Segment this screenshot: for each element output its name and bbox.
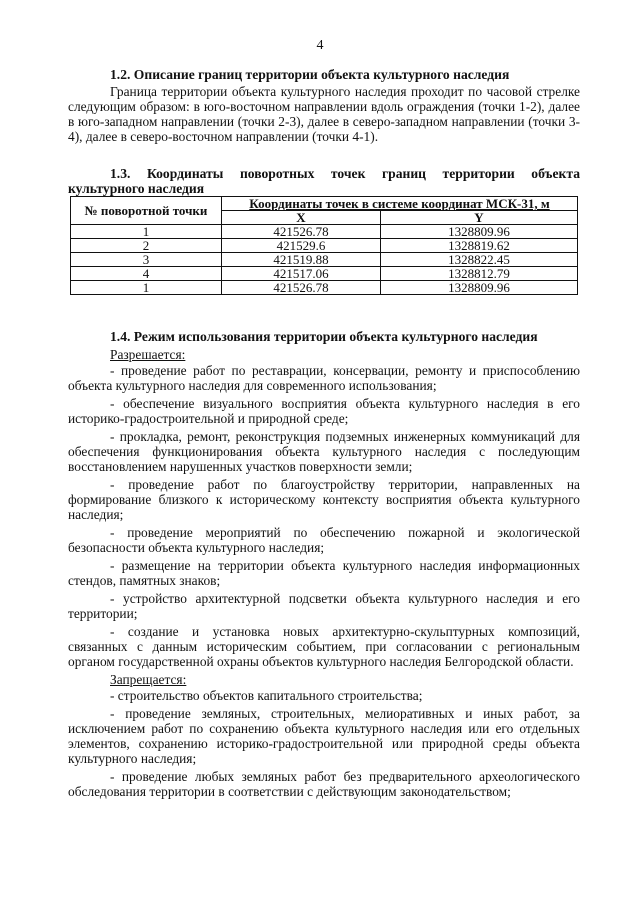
cell-x: 421519.88: [222, 253, 381, 267]
cell-y: 1328822.45: [381, 253, 578, 267]
forbidden-item: - строительство объектов капитального строительства;: [110, 688, 423, 703]
forbidden-item: - проведение земляных, строительных, мелиоративных и иных работ, за исключением работ по сохранению объекта культурного наследия или его отдельных элементов, сохранению историко-градостроительной или природной среды объекта культурного наследия;: [68, 706, 580, 766]
table-header-x: X: [222, 211, 381, 225]
table-row: [71, 225, 578, 239]
allowed-item: - проведение мероприятий по обеспечению пожарной и экологической безопасности объекта культурного наследия;: [68, 525, 580, 555]
cell-point: 1: [71, 281, 222, 295]
allowed-label: Разрешается:: [110, 347, 186, 362]
page-number: 4: [316, 38, 324, 53]
section-1-2-title: 1.2. Описание границ территории объекта культурного наследия: [110, 67, 510, 82]
cell-x: 421526.78: [222, 225, 381, 239]
cell-x: 421517.06: [222, 267, 381, 281]
allowed-item: - проведение работ по благоустройству территории, направленных на формирование близкого к историческому контексту восприятия объекта культурного наследия;: [68, 477, 580, 522]
section-1-4-title: 1.4. Режим использования территории объекта культурного наследия: [110, 329, 538, 344]
table-row: [71, 239, 578, 253]
allowed-item: - создание и установка новых архитектурно-скульптурных композиций, связанных с данным историческим событием, при согласовании с региональным органом государственной охраны объектов культурного наследия Белгородской области.: [68, 624, 580, 669]
table-row: [71, 267, 578, 281]
allowed-item: - обеспечение визуального восприятия объекта культурного наследия в его историко-градостроительной и природной среде;: [68, 396, 580, 426]
cell-point: 2: [71, 239, 222, 253]
cell-y: 1328809.96: [381, 281, 578, 295]
allowed-item: - проведение работ по реставрации, консервации, ремонту и приспособлению объекта культурного наследия для современного использования;: [68, 363, 580, 393]
table-header-y: Y: [381, 211, 578, 225]
table-header-coordinates: Координаты точек в системе координат МСК-31, м: [222, 197, 578, 211]
coordinates-table: [70, 196, 578, 295]
section-1-2-text: Граница территории объекта культурного наследия проходит по часовой стрелке следующим образом: в юго-восточном направлении вдоль ограждения (точки 1-2), далее в юго-западном направлении (точки 2-3), далее в северо-западном направлении (точки 3-4), далее в северо-восточном направлении (точки 4-1).: [68, 84, 580, 144]
allowed-item: - прокладка, ремонт, реконструкция подземных инженерных коммуникаций для обеспечения функционирования объекта культурного наследия с последующим восстановлением нарушенных участков поверхности земли;: [68, 429, 580, 474]
section-1-3-title: 1.3. Координаты поворотных точек границ территории объекта культурного наследия: [68, 166, 580, 196]
cell-x: 421529.6: [222, 239, 381, 253]
allowed-block: [68, 347, 580, 802]
cell-y: 1328812.79: [381, 267, 578, 281]
forbidden-item: - проведение любых земляных работ без предварительного археологического обследования территории в соответствии с действующим законодательством;: [68, 769, 580, 799]
cell-y: 1328819.62: [381, 239, 578, 253]
cell-point: 4: [71, 267, 222, 281]
cell-y: 1328809.96: [381, 225, 578, 239]
table-row: [71, 281, 578, 295]
table-header-point-number: № поворотной точки: [71, 197, 222, 225]
allowed-item: - размещение на территории объекта культурного наследия информационных стендов, памятных знаков;: [68, 558, 580, 588]
cell-point: 1: [71, 225, 222, 239]
cell-point: 3: [71, 253, 222, 267]
forbidden-label: Запрещается:: [110, 672, 187, 687]
table-row: [71, 253, 578, 267]
cell-x: 421526.78: [222, 281, 381, 295]
allowed-item: - устройство архитектурной подсветки объекта культурного наследия и его территории;: [68, 591, 580, 621]
